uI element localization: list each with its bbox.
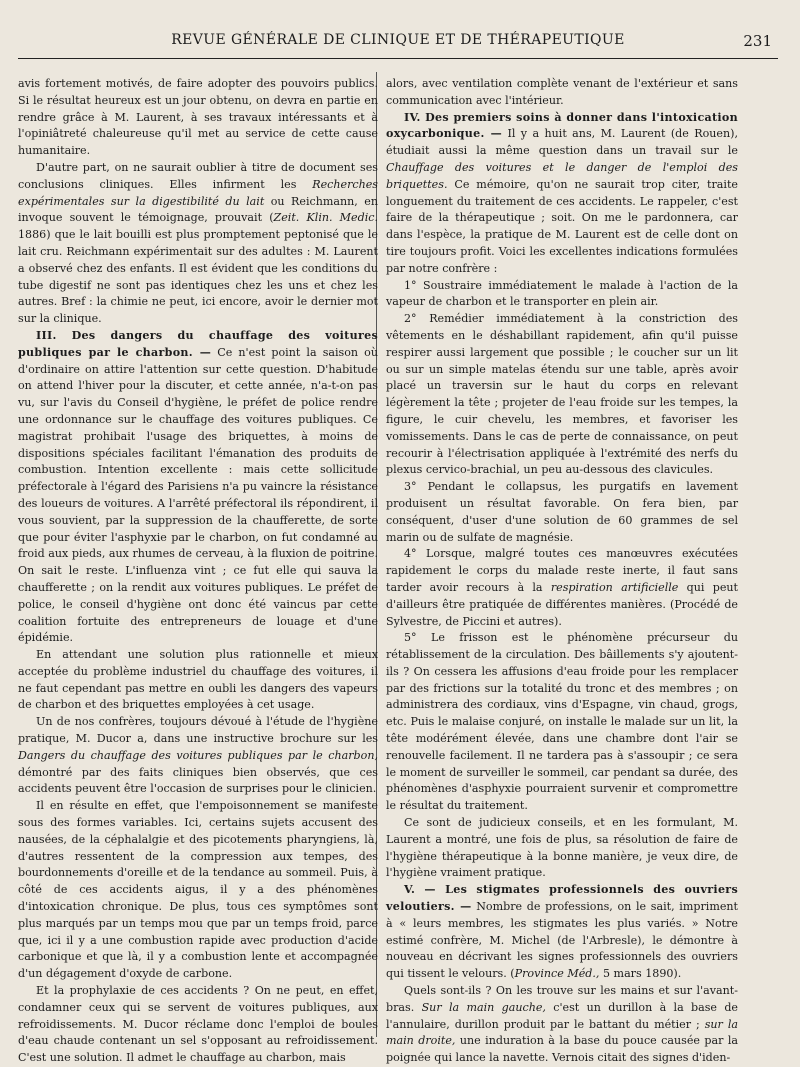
cited-title: Chauffage des voitures et le danger de l'emploi des briquettes. <box>386 160 738 191</box>
section-title: V. — Les stigmates professionnels des ouvriers veloutiers. — <box>386 883 738 914</box>
paragraph: Il en résulte en effet, que l'empoisonnement se manifeste sous des formes variables. Ici, certains sujets accusent des nausées, de la céphalalgie et des picotements pharyngiens, là, d'autres ressentent de la compression aux tempes, des bourdonnements d'oreille et de la tendance au sommeil. Puis, à côté de ces accidents aigus, il y a des phénomènes d'intoxication chronique. De plus, tous ces symptômes sont plus marqués par un temps mou que par un temps froid, parce que, ici il y a une combustion rapide avec production d'acide carbonique et que là, il y a combustion lente et accompagnée d'un dégagement d'oxyde de carbone. <box>18 799 378 981</box>
cited-title: Dangers du chauffage des voitures publiques par le charbon, <box>18 748 378 762</box>
cited-journal: Province Méd., <box>514 967 600 981</box>
section-paragraph: IV. Des premiers soins à donner dans l'intoxication oxycarbonique. — Il y a huit ans, M. Laurent (de Rouen), étudiait aussi la même question dans un travail sur le Chauffage des voitures et le danger de l'emploi des briquettes. Ce mémoire, qu'on ne saurait trop citer, traite longuement du traitement de ces accidents. Le rappeler, c'est faire de la thérapeutique ; soit. On me le pardonnera, car dans l'espèce, la pratique de M. Laurent est de celle dont on tire toujours profit. Voici les excellentes indications formulées par notre confrère : <box>386 110 738 275</box>
paragraph: alors, avec ventilation complète venant de l'extérieur et sans communication avec l'intérieur. <box>386 77 738 107</box>
paragraph: Quels sont-ils ? On les trouve sur les mains et sur l'avant-bras. Sur la main gauche, c'est un durillon à la base de l'annulaire, durillon produit par le battant du métier ; sur la main droite, une induration à la base du pouce causée par la poignée qui lance la navette. Vernois citait des signes d'iden- <box>386 984 738 1065</box>
paragraph: avis fortement motivés, de faire adopter des pouvoirs publics. Si le résultat heureux est un jour obtenu, on devra en partie en rendre grâce à M. Laurent, à ses travaux intéressants et à l'opiniâtreté chaleureuse qu'il met au service de cette cause humanitaire. <box>18 77 378 158</box>
list-item: 4° Lorsque, malgré toutes ces manœuvres exécutées rapidement le corps du malade reste inerte, il faut sans tarder avoir recours à la respiration artificielle qui peut d'ailleurs être pratiquée de différentes manières. (Procédé de Sylvestre, de Piccini et autres). <box>386 547 738 628</box>
left-column <box>18 76 378 1067</box>
emphasis: sur la main droite, <box>386 1017 738 1048</box>
section-paragraph: III. Des dangers du chauffage des voitures publiques par le charbon. — Ce n'est point la saison où d'ordinaire on attire l'attention sur cette question. D'habitude on attend l'hiver pour la discuter, et cette année, n'a-t-on pas vu, sur l'avis du Conseil d'hygiène, le préfet de police rendre une ordonnance sur le chauffage des voitures publiques. Ce magistrat prohibait l'usage des briquettes, à moins de dispositions spéciales facilitant l'émanation des produits de combustion. Intention excellente : mais cette sollicitude préfectorale à l'égard des Parisiens n'a pu vaincre la résistance des loueurs de voitures. A l'arrêté préfectoral ils répondirent, il vous souvient, par la suppression de la chaufferette, de sorte que pour éviter l'asphyxie par le charbon, on fut condamné au froid aux pieds, aux rhumes de cerveau, à la fluxion de poitrine. On sait le reste. L'influenza vint ; ce fut elle qui sauva la chaufferette ; on la rendit aux voitures publiques. Le préfet de police, le conseil d'hygiène ont donc été vaincus par cette coalition fortuite des entrepreneurs de louage et d'une épidémie. <box>18 328 378 645</box>
section-title: IV. Des premiers soins à donner dans l'intoxication oxycarbonique. — <box>386 110 738 141</box>
list-item: 5° Le frisson est le phénomène précurseur du rétablissement de la circulation. Des bâillements s'y ajoutent-ils ? On cessera les affusions d'eau froide pour les remplacer par des frictions sur la totalité du tronc et des membres ; on administrera des cordiaux, vins d'Espagne, vin chaud, grogs, etc. Puis le malaise conjuré, on installe le malade sur un lit, la tête modérément élevée, dans une chambre dont l'air se renouvelle facilement. Il ne tardera pas à s'assoupir ; ce sera le moment de surveiller le sommeil, car pendant sa durée, des phénomènes d'asphyxie pourraient survenir et compromettre le résultat du traitement. <box>386 631 738 813</box>
running-header <box>18 28 778 59</box>
paragraph: D'autre part, on ne saurait oublier à titre de document ses conclusions cliniques. Elles infirment les Recherches expérimentales sur la digestibilité du lait ou Reichmann, en invoque souvent le témoignage, prouvait (Zeit. Klin. Medic. 1886) que le lait bouilli est plus promptement peptonisé que le lait cru. Reichmann expérimentait sur des adultes : M. Laurent a observé chez des enfants. Il est évident que les conditions du tube digestif ne sont pas identiques chez les uns et chez les autres. Bref : la chimie ne peut, ici encore, avoir le dernier mot sur la clinique. <box>18 160 378 326</box>
list-item: 1° Soustraire immédiatement le malade à l'action de la vapeur de charbon et le transporter en plein air. <box>386 278 738 309</box>
list-item: 2° Remédier immédiatement à la constriction des vêtements en le déshabillant rapidement, afin qu'il puisse respirer aussi largement que possible ; le coucher sur un lit ou sur un simple matelas étendu sur une table, après avoir placé un traversin sur le haut du corps en relevant légèrement la tête ; projeter de l'eau froide sur les tempes, la figure, le cuir chevelu, les membres, et favoriser les vomissements. Dans le cas de perte de connaissance, on peut recourir à l'électrisation appliquée à l'extrémité des nerfs du plexus cervico-brachial, un peu au-dessous des clavicules. <box>386 312 738 477</box>
section-paragraph: V. — Les stigmates professionnels des ouvriers veloutiers. — Nombre de professions, on le sait, impriment à « leurs membres, les stigmates les plus variés. » Notre estimé confrère, M. Michel (de l'Arbresle), le démontre à nouveau en décrivant les signes professionnels des ouvriers qui tissent le velours. (Province Méd., 5 mars 1890). <box>386 883 739 981</box>
section-title: III. Des dangers du chauffage des voitures publiques par le charbon. — <box>18 328 378 359</box>
page-number: 231 <box>743 32 772 50</box>
paragraph: Ce sont de judicieux conseils, et en les formulant, M. Laurent a montré, une fois de plus, sa résolution de faire de l'hygiène thérapeutique à la bonne manière, je veux dire, de l'hygiène vraiment pratique. <box>386 816 738 880</box>
cited-title: Recherches expérimentales sur la digestibilité du lait <box>18 177 378 208</box>
paragraph: Un de nos confrères, toujours dévoué à l'étude de l'hygiène pratique, M. Ducor a, dans une instructive brochure sur les Dangers du chauffage des voitures publiques par le charbon, démontré par des faits cliniques bien observés, que ces accidents peuvent être l'occasion de surprises pour le clinicien. <box>18 715 378 796</box>
paragraph: En attendant une solution plus rationnelle et mieux acceptée du problème industriel du chauffage des voitures, il ne faut cependant pas mettre en oubli les dangers des vapeurs de charbon et des briquettes employées à cet usage. <box>18 648 378 712</box>
cited-journal: Zeit. Klin. Medic. <box>273 211 378 225</box>
list-item: 3° Pendant le collapsus, les purgatifs en lavement produisent un résultat favorable. On fera bien, par conséquent, d'user d'une solution de 60 grammes de sel marin ou de sulfate de magnésie. <box>386 480 738 544</box>
running-title: REVUE GÉNÉRALE DE CLINIQUE ET DE THÉRAPEUTIQUE <box>171 32 625 48</box>
emphasis: Sur la main gauche, <box>421 1000 546 1014</box>
emphasis: respiration artificielle <box>550 580 679 594</box>
paragraph: Et la prophylaxie de ces accidents ? On ne peut, en effet, condamner ceux qui se servent de voitures publiques, aux refroidissements. M. Ducor réclame donc l'emploi de boules d'eau chaude contenant un sel s'opposant au refroidissement. C'est une solution. Il admet le chauffage au charbon, mais <box>18 984 378 1065</box>
right-column <box>386 76 738 1067</box>
